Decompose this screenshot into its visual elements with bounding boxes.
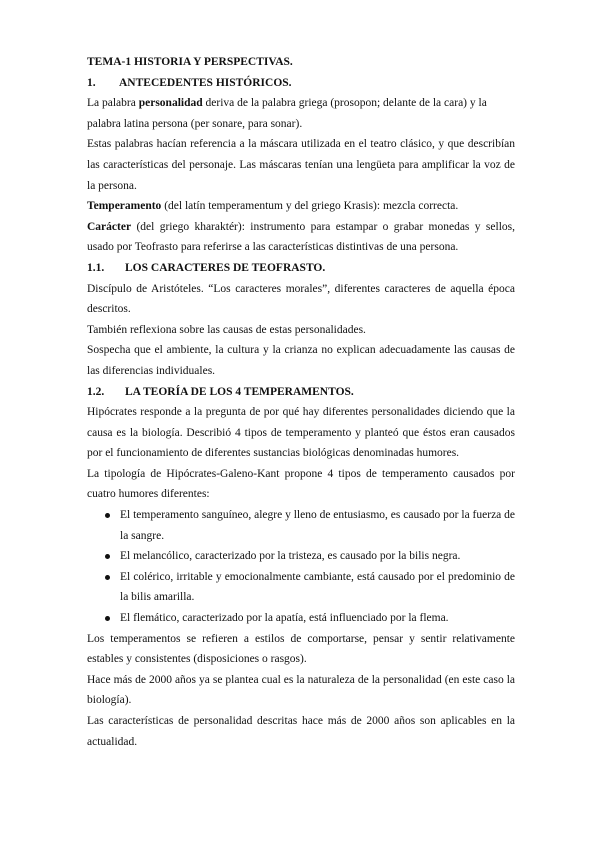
list-item-text: El flemático, caracterizado por la apatía, está influenciado por la flema. [120,612,449,625]
paragraph-personalidad [87,93,515,134]
bullet-icon [105,513,110,518]
text-run: (del latín temperamentum y del griego Krasis): mezcla correcta. [161,200,459,213]
section-label: LA TEORÍA DE LOS 4 TEMPERAMENTOS. [125,385,354,398]
text-run: La palabra [87,97,139,110]
list-item [87,546,515,567]
section-heading-1-2 [87,382,515,403]
paragraph-actualidad: Las características de personalidad descritas hace más de 2000 años son aplicables en la actualidad. [87,715,515,748]
bold-term-temperamento: Temperamento [87,200,162,213]
paragraph-caracter [87,217,515,258]
paragraph-teofrasto: Discípulo de Aristóteles. “Los caracteres morales”, diferentes caracteres de aquella época descritos. [87,282,515,316]
list-item-text: El temperamento sanguíneo, alegre y lleno de entusiasmo, es causado por la fuerza de la sangre. [120,509,516,542]
list-item [87,567,515,608]
list-item [87,505,515,546]
list-item-text: El colérico, irritable y emocionalmente cambiante, está causado por el predominio de la bilis amarilla. [120,570,515,604]
paragraph-tipologia: La tipología de Hipócrates-Galeno-Kant propone 4 tipos de temperamento causados por cuatro humores diferentes: [87,467,515,501]
bullet-icon [105,616,110,621]
section-heading-1 [87,73,515,94]
bold-term-caracter: Carácter [87,220,132,233]
text-run: deriva de la palabra griega (prosopon; delante de la cara) y la palabra latina persona (per sonare, para sonar). [87,97,487,130]
bold-term-personalidad: personalidad [138,97,203,110]
list-item [87,608,515,629]
paragraph-naturaleza: Hace más de 2000 años ya se plantea cual es la naturaleza de la personalidad (en este caso la biología). [87,673,515,707]
section-number: 1.2. [87,385,105,398]
paragraph-sospecha: Sospecha que el ambiente, la cultura y la crianza no explican adecuadamente las causas de las diferencias individuales. [87,344,515,377]
bullet-icon [105,575,110,580]
text-run: (del griego kharaktér): instrumento para estampar o grabar monedas y sellos, usado por Teofrasto para referirse a las características distintivas de una persona. [87,220,515,254]
section-number: 1. [87,76,96,89]
document-body [87,52,515,752]
paragraph-temperamento [87,196,515,217]
paragraph-reflexiona: También reflexiona sobre las causas de estas personalidades. [87,323,366,336]
paragraph-estilos: Los temperamentos se refieren a estilos de comportarse, pensar y sentir relativamente estables y consistentes (disposiciones o rasgos). [87,632,515,666]
section-label: ANTECEDENTES HISTÓRICOS. [119,76,292,89]
section-label: LOS CARACTERES DE TEOFRASTO. [125,261,326,274]
bullet-icon [105,554,110,559]
section-heading-1-1 [87,258,515,279]
list-item-text: El melancólico, caracterizado por la tristeza, es causado por la bilis negra. [120,550,461,563]
document-title: TEMA-1 HISTORIA Y PERSPECTIVAS. [87,56,293,68]
temperament-list [87,505,515,629]
paragraph-hipocrates: Hipócrates responde a la pregunta de por qué hay diferentes personalidades diciendo que la causa es la biología. Describió 4 tipos de temperamento y planteó que éstos eran causados por el funcionamiento de diferentes sustancias biológicas denominadas humores. [87,406,515,460]
section-number: 1.1. [87,261,105,274]
paragraph-mascaras: Estas palabras hacían referencia a la máscara utilizada en el teatro clásico, y que describían las características del personaje. Las máscaras tenían una lengüeta para amplificar la voz de la persona. [87,138,515,192]
